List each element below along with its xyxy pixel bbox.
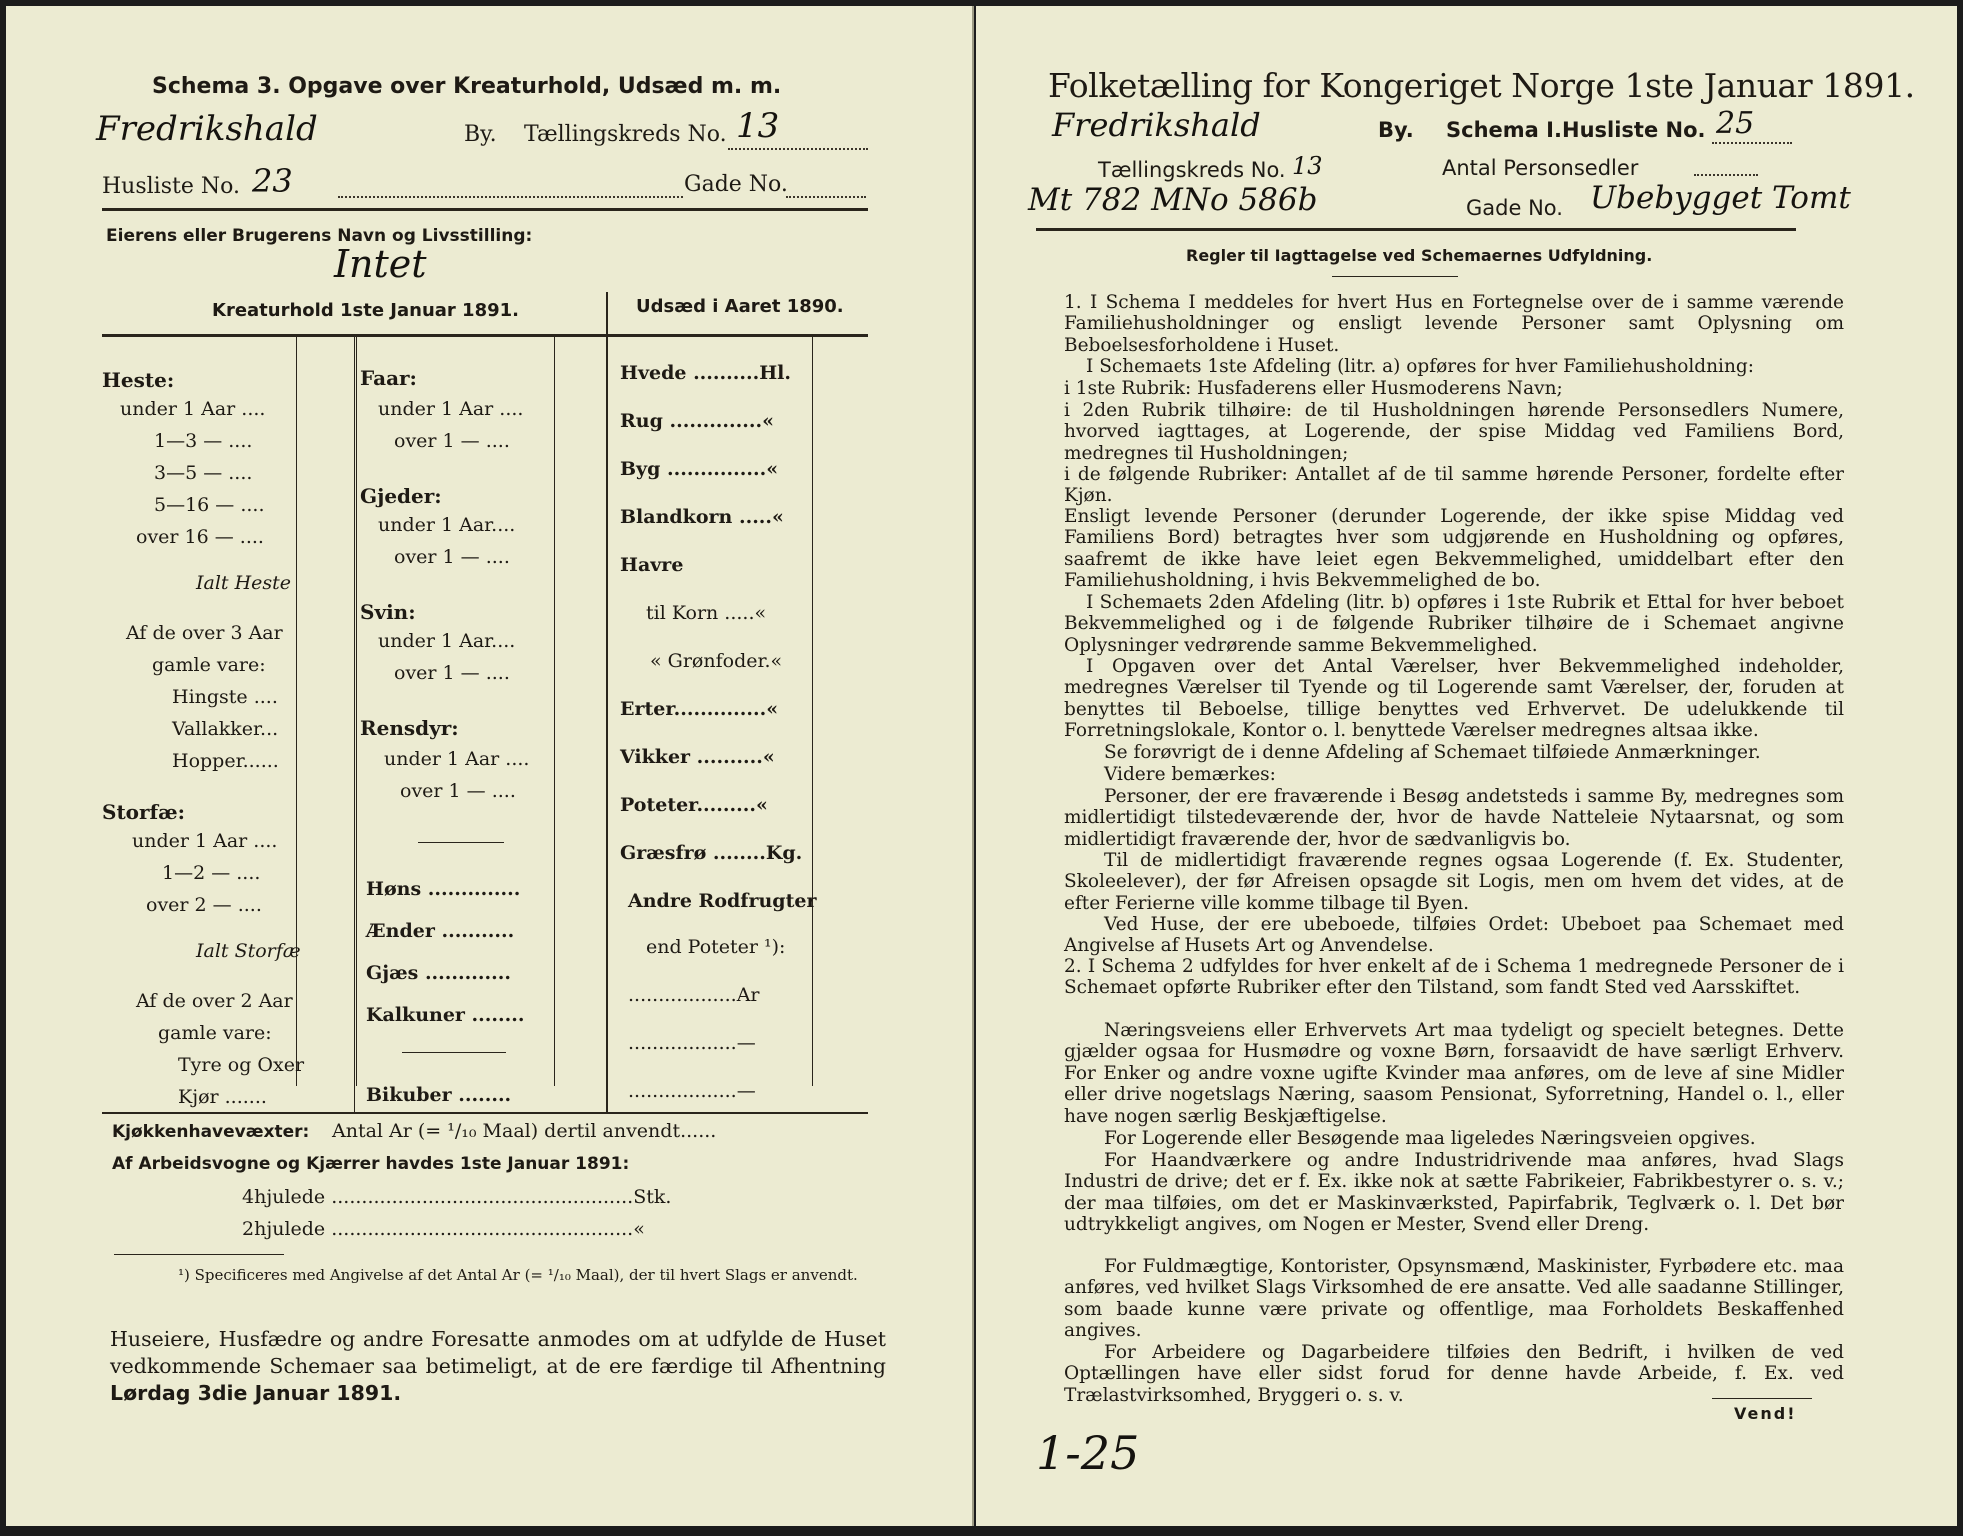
tohjulede: 2hjulede ..................................................«	[242, 1218, 645, 1240]
rensdyr-heading: Rensdyr:	[360, 716, 459, 740]
kreds-label: Tællingskreds No.	[524, 122, 727, 147]
vend-rule	[1712, 1398, 1812, 1399]
gjeder-row: over 1 — ....	[394, 546, 510, 568]
mid-divider	[354, 336, 355, 1114]
dash-line: ..................—	[628, 1080, 756, 1102]
seed-row: Poteter.........«	[620, 794, 768, 816]
seed-row: Græsfrø ........Kg.	[620, 842, 803, 864]
kreds-dotline	[728, 148, 868, 150]
seed-row: Havre	[620, 554, 684, 576]
kalkuner-divider	[402, 1052, 506, 1053]
storfae-total: Ialt Storfæ	[196, 940, 301, 962]
heste-sub: Vallakker...	[172, 718, 279, 740]
notice-date: Lørdag 3die Januar 1891.	[110, 1381, 402, 1405]
bottom-handwritten: 1-25	[1036, 1426, 1140, 1480]
matrikel-handwritten: Mt 782 MNo 586b	[1028, 182, 1318, 218]
storfae-row: 1—2 — ....	[162, 862, 261, 884]
rule-8: I Opgaven over det Antal Værelser, hver Bekvemmelighed indeholder, medregnes Værelser til Tyende og til Logerende samt Værelser, der, foruden at benyttes til Beboelse, tillige benyttes ved Erhvervet. De udelukkende til Forretningslokale, Kontor o. l. benyttede Værelser medregnes altsaa ikke.	[1064, 656, 1844, 742]
footnote-rule	[114, 1254, 284, 1255]
husliste-handwritten: 23	[252, 162, 293, 200]
rule-12: Til de midlertidigt fraværende regnes ogsaa Logerende (f. Ex. Studenter, Skoleelever), der før Afreisen opsagde sit Logis, men om hvem det vides, at de efter Ferierne ville komme tilbage til Byen.	[1064, 850, 1844, 914]
census-title: Folketælling for Kongeriget Norge 1ste Januar 1891.	[1048, 66, 1915, 105]
heste-total: Ialt Heste	[196, 572, 292, 594]
rules-heading-rule	[1332, 276, 1458, 277]
rule-4: i 2den Rubrik tilhøire: de til Husholdningen hørende Personsedlers Numere, hvorved iagttages, at Logerende, der spise Middag ved Familiens Bord, medregnes til Husholdningen;	[1064, 400, 1844, 464]
heste-row: over 16 — ....	[136, 526, 264, 548]
heste-row: 5—16 — ....	[154, 494, 265, 516]
faar-row: under 1 Aar ....	[378, 398, 524, 420]
seed-row: Byg ...............«	[620, 458, 779, 480]
owner-label: Eierens eller Brugerens Navn og Livsstilling:	[106, 226, 533, 246]
rule-1: 1. I Schema I meddeles for hvert Hus en Fortegnelse over de i samme værende Familiehusholdninger og ensligt levende Personer samt Oplysning om Beboelsesforholdene i Huset.	[1064, 292, 1844, 356]
heste-heading: Heste:	[102, 368, 175, 392]
kitchen-label: Kjøkkenhavevæxter:	[112, 1122, 310, 1142]
col-line-5	[812, 336, 813, 1086]
right-kreds-label: Tællingskreds No.	[1098, 158, 1286, 182]
antal-label: Antal Personsedler	[1442, 156, 1639, 180]
heste-af-label2: gamle vare:	[152, 654, 266, 676]
by-label: By.	[464, 122, 497, 147]
faar-row: over 1 — ....	[394, 430, 510, 452]
rule-10: Videre bemærkes:	[1104, 764, 1276, 785]
seed-row: Erter..............«	[620, 698, 779, 720]
seed-row: Hvede ..........Hl.	[620, 362, 791, 384]
rule-16: For Logerende eller Besøgende maa ligeledes Næringsveien opgives.	[1104, 1128, 1756, 1149]
right-kreds-handwritten: 13	[1292, 152, 1323, 180]
svin-row: over 1 — ....	[394, 662, 510, 684]
vend-label: Vend!	[1734, 1404, 1797, 1423]
rule-3: i 1ste Rubrik: Husfaderens eller Husmoderens Navn;	[1064, 378, 1563, 399]
seed-header: Udsæd i Aaret 1890.	[636, 296, 844, 317]
gade-label: Gade No.	[684, 172, 788, 197]
svin-heading: Svin:	[360, 600, 416, 624]
table-bottom-rule	[102, 1112, 868, 1114]
rule-17: For Haandværkere og andre Industridrivende maa anføres, hvad Slags Industri de drive; det er f. Ex. ikke nok at sætte Fabrikeier, Fabrikbestyrer o. s. v.; der maa tilføies, om det er Maskinværksted, Papirfabrik, Teglværk o. l. Det bør udtrykkeligt angives, om Nogen er Mester, Svend eller Dreng.	[1064, 1150, 1844, 1236]
gade-handwritten: Ubebygget Tomt	[1590, 180, 1851, 216]
right-by-handwritten: Fredrikshald	[1052, 106, 1261, 144]
rule-11: Personer, der ere fraværende i Besøg andetsteds i samme By, medregnes som midlertidigt tilstedeværende der, hvor de havde Natteleie Nytaarsnat, og som midlertidigt fraværende der, hvor de sædvanligvis bo.	[1064, 786, 1844, 850]
storfae-row: over 2 — ....	[146, 894, 262, 916]
andre-rodfrugter: Andre Rodfrugter	[628, 890, 817, 912]
gjeder-heading: Gjeder:	[360, 484, 442, 508]
livestock-header: Kreaturhold 1ste Januar 1891.	[212, 300, 519, 321]
storfae-sub: Tyre og Oxer	[178, 1054, 305, 1076]
poultry-row: Høns ..............	[366, 878, 521, 900]
rule-18: For Fuldmægtige, Kontorister, Opsynsmænd, Maskinister, Fyrbødere etc. maa anføres, ved hvilket Slags Virksomhed de ere ansatte. Ved alle saadanne Stillinger, som baade kunne være private og offentlige, maa Forholdets Beskaffenhed angives.	[1064, 1256, 1844, 1342]
firhjulede: 4hjulede ..................................................Stk.	[242, 1186, 672, 1208]
rule-2: I Schemaets 1ste Afdeling (litr. a) opføres for hver Familiehusholdning:	[1086, 356, 1754, 377]
gjeder-row: under 1 Aar....	[378, 514, 516, 536]
dash-line: ..................—	[628, 1032, 756, 1054]
schema3-title: Schema 3. Opgave over Kreaturhold, Udsæd m. m.	[152, 74, 782, 99]
heste-row: under 1 Aar ....	[120, 398, 266, 420]
heste-af-label: Af de over 3 Aar	[126, 622, 283, 644]
storfae-sub: Kjør .......	[178, 1086, 267, 1108]
right-header-rule	[1036, 228, 1796, 231]
rule-5: i de følgende Rubriker: Antallet af de til samme hørende Personer, fordelte efter Kjøn.	[1064, 464, 1844, 507]
storfae-row: under 1 Aar ....	[132, 830, 278, 852]
right-page	[976, 6, 1957, 1526]
right-husliste-handwritten: 25	[1716, 106, 1755, 141]
kitchen-text: Antal Ar (= ¹/₁₀ Maal) dertil anvendt......	[332, 1120, 717, 1142]
havre-sub: « Grønfoder.«	[650, 650, 783, 672]
right-husliste-dotline	[1712, 142, 1792, 144]
col-line-3	[554, 336, 555, 1086]
havre-sub: til Korn .....«	[646, 602, 767, 624]
col-line-2	[356, 336, 357, 1086]
rule-6: Ensligt levende Personer (derunder Logerende, der ikke spise Middag ved Familiens Bord) betragtes hver som udgjørende en Husholdning og opføres, saafremt de ikke have leiet egen Bekvemmelighed, umiddelbart efter den Familiehusholdning, i hvis Bekvemmelighed de bo.	[1064, 506, 1844, 592]
rensdyr-row: under 1 Aar ....	[384, 748, 530, 770]
heste-sub: Hopper......	[172, 750, 279, 772]
schema1-label: Schema I.	[1446, 118, 1562, 142]
gade-dotline	[338, 196, 683, 198]
storfae-heading: Storfæ:	[102, 800, 186, 824]
left-page	[6, 6, 974, 1526]
storfae-af-label: Af de over 2 Aar	[136, 990, 293, 1012]
antal-dotline	[1694, 174, 1758, 176]
gade-no-dotline	[786, 196, 866, 198]
right-by-label: By.	[1378, 118, 1414, 142]
poultry-row: Kalkuner ........	[366, 1004, 525, 1026]
storfae-af-label2: gamle vare:	[158, 1022, 272, 1044]
rules-heading: Regler til Iagttagelse ved Schemaernes Udfyldning.	[1186, 246, 1653, 265]
bikuber-row: Bikuber ........	[366, 1084, 512, 1106]
husliste-label: Husliste No.	[102, 174, 240, 199]
heste-row: 3—5 — ....	[154, 462, 253, 484]
andre-poteter: end Poteter ¹):	[646, 936, 786, 958]
rule-9: Se forøvrigt de i denne Afdeling af Schemaet tilføiede Anmærkninger.	[1104, 742, 1761, 763]
svin-row: under 1 Aar....	[378, 630, 516, 652]
rule-13: Ved Huse, der ere ubeboede, tilføies Ordet: Ubeboet paa Schemaet med Angivelse af Husets Art og Anvendelse.	[1064, 914, 1844, 957]
table-rule	[102, 334, 868, 337]
seed-row: Blandkorn .....«	[620, 506, 784, 528]
heste-row: 1—3 — ....	[154, 430, 253, 452]
rensdyr-divider	[418, 842, 504, 843]
owner-handwritten: Intet	[334, 242, 427, 286]
seed-row: Vikker ..........«	[620, 746, 775, 768]
col-line-4	[606, 336, 607, 1086]
seed-row: Rug ..............«	[620, 410, 774, 432]
right-gade-label: Gade No.	[1466, 196, 1563, 220]
rensdyr-row: over 1 — ....	[400, 780, 516, 802]
by-handwritten: Fredrikshald	[96, 109, 318, 149]
ar-line: ..................Ar	[628, 984, 760, 1006]
poultry-row: Gjæs .............	[366, 962, 511, 984]
rule-15: Næringsveiens eller Erhvervets Art maa tydeligt og specielt betegnes. Dette gjælder ogsaa for Husmødre og voxne Børn, forsaavidt de have særligt Erhverv. For Enker og andre voxne ugifte Kvinder maa anføres, om de leve af sine Midler eller drive nogetslags Næring, saasom Pensionat, Syforretning, Handel o. l., eller have nogen særlig Beskjæftigelse.	[1064, 1020, 1844, 1127]
faar-heading: Faar:	[360, 366, 417, 390]
right-husliste-label: Husliste No.	[1562, 118, 1706, 142]
footnote: ¹) Specificeres med Angivelse af det Antal Ar (= ¹/₁₀ Maal), der til hvert Slags er anvendt.	[178, 1266, 858, 1284]
kreds-handwritten: 13	[736, 106, 780, 146]
poultry-row: Ænder ...........	[366, 920, 515, 942]
vehicles-label: Af Arbeidsvogne og Kjærrer havdes 1ste Januar 1891:	[112, 1154, 630, 1174]
rule-14: 2. I Schema 2 udfyldes for hver enkelt af de i Schema 1 medregnede Personer de i Schemaet opførte Rubriker efter den Tilstand, som fandt Sted ved Aarsskiftet.	[1064, 956, 1844, 999]
col-line-1	[296, 336, 297, 1086]
heste-sub: Hingste ....	[172, 686, 278, 708]
rule-7: I Schemaets 2den Afdeling (litr. b) opføres i 1ste Rubrik et Ettal for hver beboet Bekvemmelighed og i de følgende Rubriker tilhøire de i Schemaet angivne Oplysninger vedrørende samme Bekvemmelighed.	[1064, 592, 1844, 656]
notice-text: Huseiere, Husfædre og andre Foresatte anmodes om at udfylde de Huset vedkommende Schemaer saa betimeligt, at de ere færdige til Afhentning	[110, 1327, 886, 1378]
rule-19: For Arbeidere og Dagarbeidere tilføies den Bedrift, i hvilken de ved Optællingen have eller sidst forud for denne havde Arbeide, f. Ex. ved Trælastvirksomhed, Bryggeri o. s. v.	[1064, 1342, 1844, 1406]
header-rule	[102, 208, 868, 211]
notice	[110, 1326, 886, 1407]
